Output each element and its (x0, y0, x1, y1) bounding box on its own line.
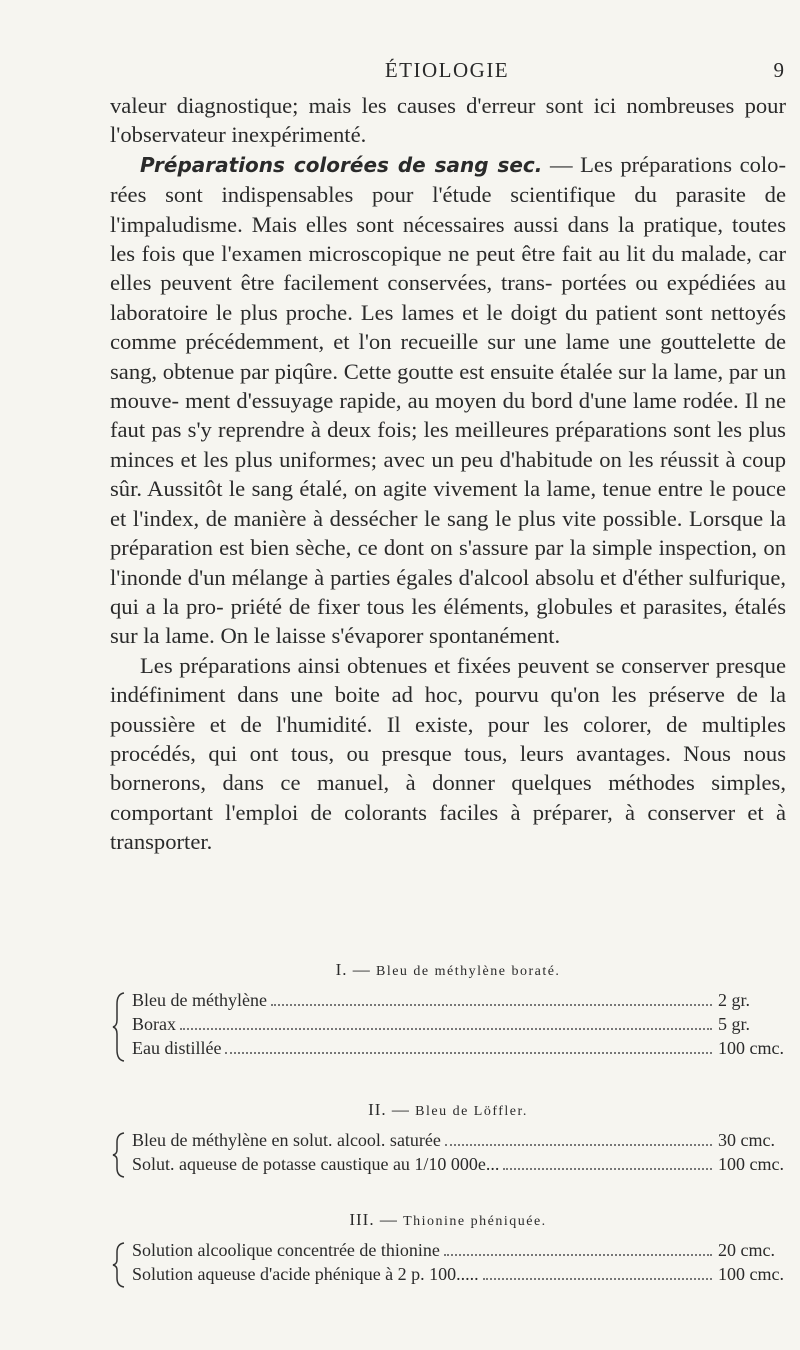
text-line: l'impaludisme. Mais elles sont nécessaires aussi dans la pratique, (110, 211, 724, 237)
text-line: leurs avantages. Nous nous bornerons, dans ce manuel, à donner (110, 740, 786, 796)
dot-leader (444, 1254, 712, 1256)
text-line: préserve de la poussière et de l'humidité. Il existe, pour les (110, 682, 787, 737)
ingredient-list (110, 990, 786, 1062)
ingredient-quantity: 100 cmc. (718, 1154, 784, 1174)
running-title: ÉTIOLOGIE (384, 58, 510, 82)
ingredient-row (132, 1154, 786, 1178)
text-line: rées sont indispensables pour l'étude scientifique du parasite de (110, 182, 786, 208)
page-number: 9 (773, 58, 784, 82)
ingredient-quantity: 30 cmc. (718, 1130, 775, 1150)
section-title: Préparations colorées de sang sec. (140, 152, 543, 177)
paragraph-1 (110, 91, 786, 150)
text-line: portées ou expédiées au laboratoire le plus proche. Les lames et le (110, 270, 786, 325)
text-line: piqûre. Cette goutte est ensuite étalée sur la lame, par un mouve- (110, 358, 787, 414)
text-line: lame. On le laisse s'évaporer spontanément. (165, 623, 561, 649)
dot-leader (503, 1168, 712, 1170)
ingredient-row (132, 1038, 786, 1062)
ingredient-quantity: 100 cmc. (718, 1038, 784, 1058)
ingredient-list (110, 1240, 786, 1288)
dot-leader (225, 1052, 712, 1054)
text-line: priété de fixer tous les éléments, globules et parasites, étalés sur la (110, 593, 786, 649)
text-line: lame, tenue entre le pouce et l'index, de manière à dessécher le (110, 476, 786, 531)
dot-leader (271, 1004, 712, 1006)
text-line: les plus minces et les plus uniformes; avec un peu d'habitude on (110, 417, 786, 472)
brace-icon (112, 1242, 126, 1288)
text-line: pour l'observateur inexpérimenté. (110, 93, 786, 148)
text-line: toutes les fois que l'examen microscopique ne peut être fait au (110, 211, 786, 267)
ingredient-name: Solution alcoolique concentrée de thionine (132, 1240, 440, 1260)
ingredient-row (132, 1130, 786, 1154)
text-line: sang le plus vite possible. Lorsque la préparation est bien sèche, ce (110, 505, 787, 561)
ingredient-name: Bleu de méthylène en solut. alcool. saturée (132, 1130, 441, 1150)
text-line: lit du malade, car elles peuvent être facilement conservées, trans- (110, 241, 786, 296)
ingredient-list (110, 1130, 786, 1178)
text-line: à parties égales d'alcool absolu et d'éther sulfurique, qui a la pro- (110, 564, 786, 619)
ingredient-name: Eau distillée (132, 1038, 222, 1058)
recipe-title (110, 960, 786, 980)
paragraph-2 (110, 150, 786, 651)
text-line: — Les préparations colo- (542, 151, 787, 177)
ingredient-name: Bleu de méthylène (132, 990, 267, 1010)
ingredient-quantity: 2 gr. (718, 990, 751, 1010)
recipe-name: Thionine phéniquée. (403, 1214, 547, 1229)
ingredient-row (132, 1240, 786, 1264)
recipe-name: Bleu de méthylène boraté. (375, 964, 561, 979)
recipe-title (110, 1100, 786, 1120)
text-line: quelques méthodes simples, comportant l'emploi de colorants (110, 770, 786, 825)
ingredient-name: Solution aqueuse d'acide phénique à 2 p. 100..... (132, 1264, 479, 1284)
page-header (110, 48, 784, 88)
text-line: dont on s'assure par la simple inspection, on l'inonde d'un mélange (110, 535, 786, 590)
text-line: presque indéfiniment dans une boite ad hoc, pourvu qu'on les (110, 652, 786, 708)
text-line: ment d'essuyage rapide, au moyen du bord d'une lame rodée. Il ne (185, 388, 786, 414)
recipe-numeral: III. — (349, 1210, 404, 1229)
text-line: recueille sur une lame une gouttelette de sang, obtenue par (110, 329, 786, 384)
text-line: colorer, de multiples procédés, qui ont tous, ou presque tous, (110, 711, 786, 766)
body-text (110, 91, 786, 857)
brace-icon (112, 992, 126, 1062)
text-line: faut pas s'y reprendre à deux fois; les meilleures préparations sont (110, 417, 711, 443)
ingredient-name: Borax (132, 1014, 176, 1034)
recipe-1 (110, 960, 786, 1062)
text-line: doigt du patient sont nettoyés comme précédemment, et l'on (110, 299, 786, 355)
dot-leader (445, 1144, 712, 1146)
ingredient-row (132, 1264, 786, 1288)
text-line: faciles à préparer, à conserver et à transporter. (110, 799, 787, 855)
brace-icon (112, 1132, 126, 1178)
ingredient-row (132, 1014, 786, 1038)
paragraph-3 (110, 651, 786, 857)
ingredient-quantity: 5 gr. (718, 1014, 751, 1034)
recipe-title (110, 1210, 786, 1230)
recipe-2 (110, 1100, 786, 1178)
recipe-3 (110, 1210, 786, 1288)
text-line: Les préparations ainsi obtenues et fixées peuvent se conserver (140, 652, 710, 678)
text-line: valeur diagnostique; mais les causes d'erreur sont ici nombreuses (110, 93, 735, 118)
dot-leader (180, 1028, 712, 1030)
ingredient-quantity: 20 cmc. (718, 1240, 775, 1260)
text-line: les réussit à coup sûr. Aussitôt le sang étalé, on agite vivement la (110, 446, 786, 502)
recipe-numeral: I. — (335, 960, 376, 979)
ingredient-row (132, 990, 786, 1014)
ingredient-quantity: 100 cmc. (718, 1264, 784, 1284)
recipe-numeral: II. — (368, 1100, 416, 1119)
recipe-name: Bleu de Löffler. (415, 1104, 528, 1119)
ingredient-name: Solut. aqueuse de potasse caustique au 1/10 000e... (132, 1154, 500, 1174)
dot-leader (483, 1278, 712, 1280)
